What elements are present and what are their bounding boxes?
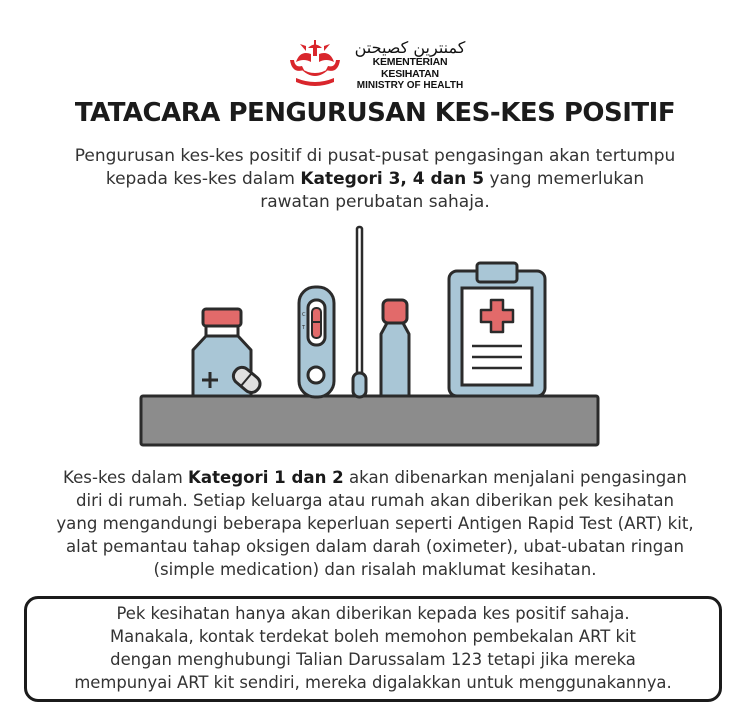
note-line-1: Pek kesihatan hanya akan diberikan kepada kes positif sahaja.	[116, 604, 630, 623]
clipboard-medical-icon	[449, 263, 545, 396]
intro-line-2-end: yang memerlukan	[484, 169, 645, 189]
body-line-1-start: Kes-kes dalam	[63, 468, 189, 487]
intro-line-3: rawatan perubatan sahaja.	[260, 192, 490, 212]
medical-supplies-illustration	[0, 218, 750, 448]
intro-line-1: Pengurusan kes-kes positif di pusat-pusat pengasingan akan tertumpu	[74, 146, 676, 166]
test-kit-mark-c: C	[302, 312, 306, 318]
body-line-4: alat pemantau tahap oksigen dalam darah (oximeter), ubat-ubatan ringan	[66, 537, 684, 556]
body-categories-bold: Kategori 1 dan 2	[188, 468, 344, 487]
ministry-name-jawi: كمنترين كصيحتن	[354, 38, 466, 57]
test-kit-mark-t: T	[302, 325, 306, 331]
brunei-crest-icon	[286, 38, 344, 86]
ministry-logo	[286, 38, 486, 91]
intro-line-2-start: kepada kes-kes dalam	[105, 169, 301, 189]
intro-paragraph	[20, 145, 730, 214]
ministry-name-malay: KEMENTERIAN KESIHATAN	[372, 56, 448, 80]
body-line-5: (simple medication) dan risalah maklumat kesihatan.	[153, 560, 597, 579]
note-line-3: dengan menghubungi Talian Darussalam 123 tetapi jika mereka	[110, 650, 636, 669]
antigen-test-kit-icon	[299, 287, 334, 397]
page-title: TATACARA PENGURUSAN KES-KES POSITIF	[74, 98, 676, 128]
shelf	[141, 396, 598, 445]
body-line-2: diri di rumah. Setiap keluarga atau rumah akan diberikan pek kesihatan	[76, 491, 674, 510]
intro-categories-bold: Kategori 3, 4 dan 5	[300, 169, 485, 189]
ministry-name	[347, 40, 473, 91]
body-line-1-end: akan dibenarkan menjalani pengasingan	[343, 468, 687, 487]
note-line-4: mempunyai ART kit sendiri, mereka digalakkan untuk menggunakannya.	[74, 673, 672, 692]
note-text	[33, 602, 713, 694]
ministry-name-english: MINISTRY OF HEALTH	[356, 80, 464, 91]
note-box	[24, 596, 722, 702]
body-line-3: yang mengandungi beberapa keperluan seperti Antigen Rapid Test (ART) kit,	[56, 514, 694, 533]
swab-stick-icon	[353, 227, 366, 397]
small-bottle-icon	[381, 300, 409, 396]
note-line-2: Manakala, kontak terdekat boleh memohon pembekalan ART kit	[110, 627, 636, 646]
home-isolation-paragraph	[18, 466, 732, 581]
